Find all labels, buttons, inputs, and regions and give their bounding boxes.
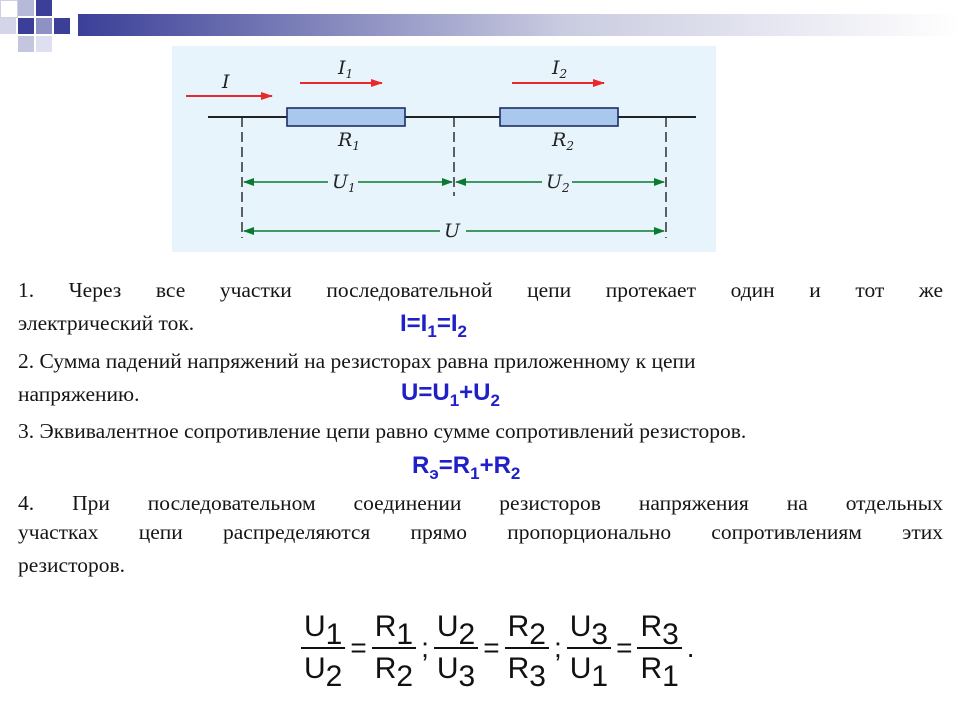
period: .	[686, 632, 695, 663]
separator: ;	[553, 632, 562, 663]
decor-square	[18, 18, 34, 34]
paragraph-4-line-2: участках цепи распределяются прямо пропорционально сопротивлениям этих	[18, 520, 943, 544]
equals-sign: =	[350, 632, 367, 663]
formula-current-equality: $I=I_1=I_2$	[400, 310, 467, 341]
label-voltage-total: U	[444, 220, 461, 242]
paragraph-4b	[18, 518, 943, 547]
paragraph-1	[18, 276, 943, 305]
label-resistor-1: $R_1$	[338, 129, 360, 153]
paragraph-4c	[18, 551, 943, 580]
label-current-1: $I_1$	[338, 57, 354, 81]
title-bar-decoration	[78, 14, 960, 36]
paragraph-1-end	[18, 309, 943, 341]
separator: ;	[421, 632, 429, 663]
decor-square	[36, 0, 52, 16]
label-current-2: $I_2$	[552, 57, 568, 81]
resistor-r1	[287, 108, 405, 126]
decor-square	[0, 0, 18, 18]
equals-sign: =	[616, 632, 633, 663]
paragraph-2-line-1: 2. Сумма падений напряжений на резисторах равна приложенному к цепи	[18, 349, 696, 373]
fraction-r3-r1: $\frac{R_3}{R_1}$	[637, 607, 681, 689]
label-resistor-2: $R_2$	[552, 129, 574, 153]
formula-voltage-sum: $U=U_1+U_2$	[401, 379, 500, 410]
paragraph-3	[18, 417, 943, 446]
series-circuit-diagram	[172, 46, 716, 252]
paragraph-1-line-1: 1. Через все участки последовательной цепи протекает один и тот же	[18, 278, 943, 302]
decor-square	[0, 18, 16, 34]
fraction-r2-r3: $\frac{R_2}{R_3}$	[505, 607, 549, 689]
decor-square	[36, 36, 52, 52]
fraction-u3-u1: $\frac{U_3}{U_1}$	[567, 607, 611, 689]
decor-square	[18, 36, 34, 52]
resistor-r2	[500, 108, 618, 126]
decor-square	[18, 0, 34, 16]
paragraph-4-line-1: 4. При последовательном соединении резисторов напряжения на отдельных	[18, 491, 943, 515]
fraction-r1-r2: $\frac{R_1}{R_2}$	[372, 607, 416, 689]
paragraph-4-line-3: резисторов.	[18, 553, 125, 577]
decor-square	[36, 18, 52, 34]
paragraph-4	[18, 489, 943, 518]
paragraph-2-line-2: напряжению.	[18, 382, 140, 406]
fraction-u2-u3: $\frac{U_2}{U_3}$	[434, 607, 478, 689]
label-voltage-1: $U_1$	[332, 171, 356, 195]
formula-proportion	[298, 598, 697, 698]
fraction-u1-u2: $\frac{U_1}{U_2}$	[301, 607, 345, 689]
equals-sign: =	[483, 632, 500, 663]
formula-equivalent-resistance: $R_э=R_1+R_2$	[412, 452, 521, 483]
decor-square	[54, 18, 70, 34]
label-current-total: I	[222, 71, 230, 93]
circuit-svg	[172, 46, 716, 252]
paragraph-1-line-2: электрический ток.	[18, 311, 195, 335]
paragraph-3-line-1: 3. Эквивалентное сопротивление цепи равно сумме сопротивлений резисторов.	[18, 419, 747, 443]
label-voltage-2: $U_2$	[546, 171, 570, 195]
